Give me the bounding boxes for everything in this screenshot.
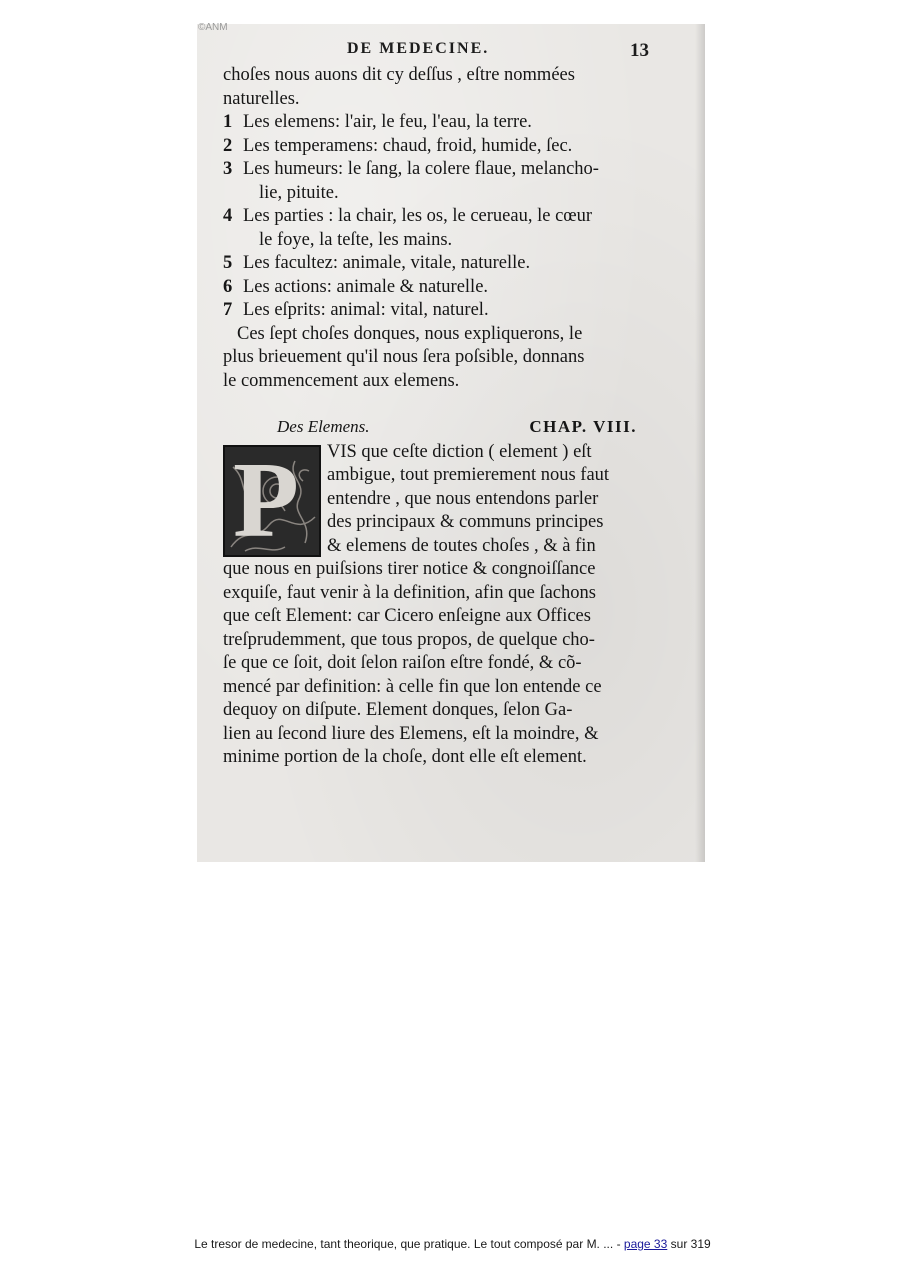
list-item <box>223 252 653 276</box>
list-item <box>223 205 653 229</box>
item-number: 5 <box>223 253 233 273</box>
text-line: que nous en puiſsions tirer notice & congnoiſſance <box>223 559 596 579</box>
text-line: plus brieuement qu'il nous ſera poſsible, donnans <box>223 347 585 367</box>
item-number: 6 <box>223 276 233 297</box>
item-text: Les eſprits: animal: vital, naturel. <box>243 300 489 320</box>
item-text: Les temperamens: chaud, froid, humide, ſec. <box>243 135 573 156</box>
watermark: ©ANM <box>198 22 228 33</box>
scanned-page <box>197 24 705 862</box>
text-line: choſes nous auons dit cy deſſus , eſtre nommées <box>223 65 575 85</box>
item-text: Les facultez: animale, vitale, naturelle. <box>243 253 531 273</box>
text-line: lien au ſecond liure des Elemens, eſt la moindre, & <box>223 723 599 744</box>
list-item <box>223 276 653 300</box>
item-text: Les elemens: l'air, le feu, l'eau, la terre. <box>243 112 532 132</box>
item-text: Les actions: animale & naturelle. <box>243 276 489 297</box>
chapter-number: CHAP. VIII. <box>529 417 637 436</box>
text-line: dequoy on diſpute. Element donques, ſelon Ga- <box>223 700 573 720</box>
footer-caption <box>0 1237 905 1251</box>
list-item-continuation: le foye, la teſte, les mains. <box>259 229 453 250</box>
text-line: mencé par definition: à celle fin que lon entende ce <box>223 676 602 697</box>
item-number: 2 <box>223 135 233 156</box>
page-total: sur 319 <box>670 1237 711 1251</box>
chapter-body <box>223 441 653 770</box>
list-item <box>223 158 653 182</box>
list-item <box>223 111 653 135</box>
page-text <box>223 64 653 770</box>
footer-title: Le tresor de medecine, tant theorique, que pratique. Le tout composé par M. ... - <box>194 1237 621 1251</box>
text-line: Ces ſept choſes donques, nous expliquerons, le <box>237 323 583 344</box>
list-item <box>223 299 653 323</box>
initial-letter: P <box>233 444 299 557</box>
item-number: 1 <box>223 112 233 132</box>
list-item-continuation: lie, pituite. <box>259 182 339 203</box>
chapter-title: Des Elemens. <box>277 417 370 436</box>
item-number: 3 <box>223 159 233 179</box>
chapter-heading <box>277 415 637 439</box>
text-line: ſe que ce ſoit, doit ſelon raiſon eſtre fondé, & cõ- <box>223 653 582 673</box>
text-line: le commencement aux elemens. <box>223 370 460 391</box>
running-head: DE MEDECINE. <box>347 40 490 57</box>
text-line: minime portion de la choſe, dont elle eſt element. <box>223 747 587 767</box>
item-text: Les humeurs: le ſang, la colere flaue, melancho- <box>243 159 599 179</box>
page-link[interactable]: page 33 <box>623 1237 668 1251</box>
item-number: 4 <box>223 206 233 226</box>
text-line: VIS que ceſte diction ( element ) eſt <box>327 441 592 462</box>
text-line: ambigue, tout premierement nous faut <box>327 465 610 485</box>
list-item <box>223 135 653 159</box>
ornamental-initial <box>223 445 321 557</box>
text-line: des principaux & communs principes <box>327 512 604 532</box>
item-number: 7 <box>223 300 233 320</box>
text-line: que ceſt Element: car Cicero enſeigne aux Offices <box>223 606 591 626</box>
item-text: Les parties : la chair, les os, le cerueau, le cœur <box>243 206 593 226</box>
text-line: & elemens de toutes choſes , & à fin <box>327 535 596 556</box>
text-line: naturelles. <box>223 88 300 109</box>
text-line: entendre , que nous entendons parler <box>327 488 599 509</box>
text-line: treſprudemment, que tous propos, de quelque cho- <box>223 629 595 650</box>
page-number: 13 <box>630 40 649 61</box>
text-line: exquiſe, faut venir à la definition, afin que ſachons <box>223 582 596 603</box>
